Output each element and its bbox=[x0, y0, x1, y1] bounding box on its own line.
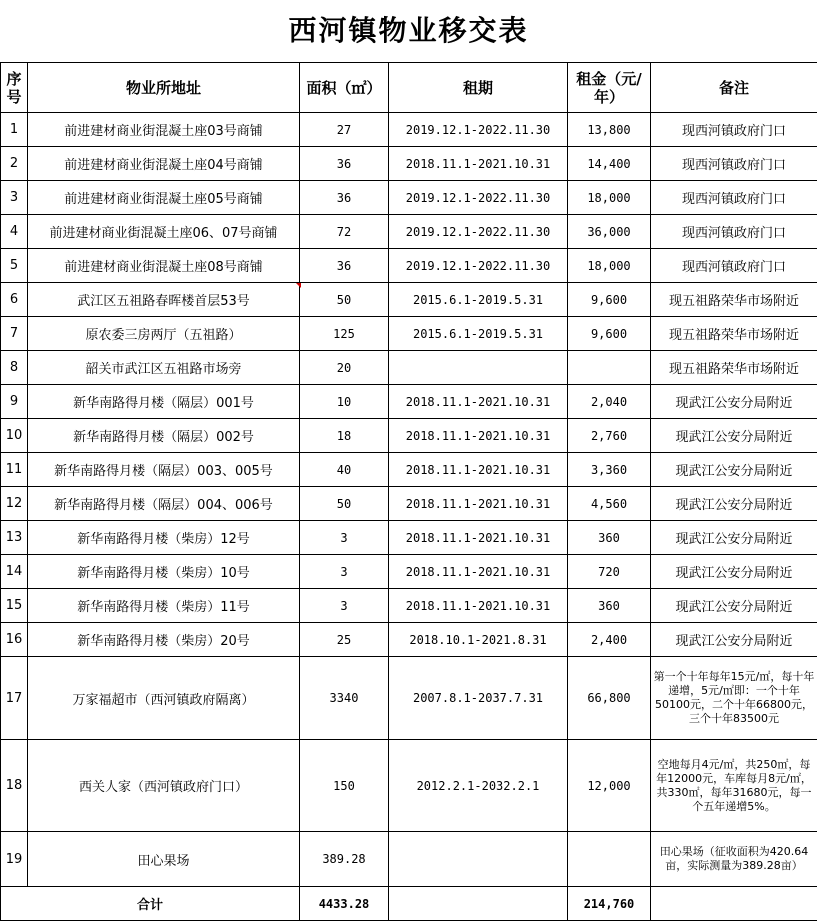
cell-note: 空地每月4元/㎡，共250㎡，每年12000元，车库每月8元/㎡，共330㎡，每年31680元，每一个五年递增5%。 bbox=[651, 740, 817, 832]
cell-rent: 9,600 bbox=[568, 317, 651, 351]
cell-index: 11 bbox=[1, 453, 28, 487]
cell-area: 50 bbox=[300, 283, 389, 317]
cell-rent: 36,000 bbox=[568, 215, 651, 249]
cell-area: 3 bbox=[300, 589, 389, 623]
cell-period bbox=[389, 832, 568, 887]
cell-index: 2 bbox=[1, 147, 28, 181]
cell-period: 2018.11.1-2021.10.31 bbox=[389, 555, 568, 589]
total-row bbox=[1, 887, 817, 921]
cell-note: 现五祖路荣华市场附近 bbox=[651, 351, 817, 385]
cell-note: 现西河镇政府门口 bbox=[651, 181, 817, 215]
cell-period: 2007.8.1-2037.7.31 bbox=[389, 657, 568, 740]
cell-address: 新华南路得月楼（柴房）10号 bbox=[28, 555, 300, 589]
cell-index: 8 bbox=[1, 351, 28, 385]
cell-period bbox=[389, 351, 568, 385]
cell-index: 18 bbox=[1, 740, 28, 832]
total-note bbox=[651, 887, 817, 921]
cell-period: 2018.10.1-2021.8.31 bbox=[389, 623, 568, 657]
cell-area: 36 bbox=[300, 249, 389, 283]
table-row bbox=[1, 351, 817, 385]
total-period bbox=[389, 887, 568, 921]
table-row bbox=[1, 317, 817, 351]
cell-address: 武江区五祖路春晖楼首层53号 bbox=[28, 283, 300, 317]
cell-index: 1 bbox=[1, 113, 28, 147]
cell-address: 前进建材商业街混凝土座03号商铺 bbox=[28, 113, 300, 147]
cell-note: 现五祖路荣华市场附近 bbox=[651, 283, 817, 317]
cell-rent: 12,000 bbox=[568, 740, 651, 832]
cell-period: 2019.12.1-2022.11.30 bbox=[389, 181, 568, 215]
cell-rent: 2,760 bbox=[568, 419, 651, 453]
cell-note: 现武江公安分局附近 bbox=[651, 589, 817, 623]
cell-area: 3 bbox=[300, 521, 389, 555]
cell-area: 389.28 bbox=[300, 832, 389, 887]
cell-note: 第一个十年每年15元/㎡，每十年递增，5元/㎡即：一个十年50100元，二个十年66800元，三个十年83500元 bbox=[651, 657, 817, 740]
cell-address: 西关人家（西河镇政府门口） bbox=[28, 740, 300, 832]
cell-index: 14 bbox=[1, 555, 28, 589]
cell-rent: 18,000 bbox=[568, 249, 651, 283]
cell-area: 36 bbox=[300, 147, 389, 181]
cell-period: 2018.11.1-2021.10.31 bbox=[389, 453, 568, 487]
cell-index: 19 bbox=[1, 832, 28, 887]
cell-rent: 66,800 bbox=[568, 657, 651, 740]
cell-address: 新华南路得月楼（隔层）001号 bbox=[28, 385, 300, 419]
header-address: 物业所地址 bbox=[28, 63, 300, 113]
cell-area: 25 bbox=[300, 623, 389, 657]
cell-note: 现西河镇政府门口 bbox=[651, 113, 817, 147]
table-row bbox=[1, 215, 817, 249]
cell-note: 现武江公安分局附近 bbox=[651, 487, 817, 521]
cell-period: 2019.12.1-2022.11.30 bbox=[389, 249, 568, 283]
cell-rent: 2,040 bbox=[568, 385, 651, 419]
cell-index: 16 bbox=[1, 623, 28, 657]
cell-note: 现西河镇政府门口 bbox=[651, 147, 817, 181]
cell-period: 2015.6.1-2019.5.31 bbox=[389, 283, 568, 317]
cell-index: 10 bbox=[1, 419, 28, 453]
header-period: 租期 bbox=[389, 63, 568, 113]
cell-note: 现武江公安分局附近 bbox=[651, 419, 817, 453]
table-row bbox=[1, 147, 817, 181]
cell-address: 田心果场 bbox=[28, 832, 300, 887]
cell-index: 13 bbox=[1, 521, 28, 555]
header-index: 序号 bbox=[1, 63, 28, 113]
cell-period: 2019.12.1-2022.11.30 bbox=[389, 215, 568, 249]
cell-area: 36 bbox=[300, 181, 389, 215]
cell-rent: 4,560 bbox=[568, 487, 651, 521]
cell-area: 18 bbox=[300, 419, 389, 453]
cell-rent: 18,000 bbox=[568, 181, 651, 215]
cell-index: 15 bbox=[1, 589, 28, 623]
total-rent: 214,760 bbox=[568, 887, 651, 921]
cell-address: 万家福超市（西河镇政府隔离） bbox=[28, 657, 300, 740]
cell-address: 新华南路得月楼（隔层）004、006号 bbox=[28, 487, 300, 521]
cell-index: 17 bbox=[1, 657, 28, 740]
table-row bbox=[1, 113, 817, 147]
comment-marker bbox=[296, 283, 301, 288]
cell-note: 现西河镇政府门口 bbox=[651, 249, 817, 283]
cell-area: 150 bbox=[300, 740, 389, 832]
table-row bbox=[1, 832, 817, 887]
cell-note: 现武江公安分局附近 bbox=[651, 555, 817, 589]
cell-index: 4 bbox=[1, 215, 28, 249]
cell-address: 前进建材商业街混凝土座04号商铺 bbox=[28, 147, 300, 181]
total-label: 合计 bbox=[1, 887, 300, 921]
cell-note: 现五祖路荣华市场附近 bbox=[651, 317, 817, 351]
cell-note: 田心果场（征收面积为420.64亩，实际测量为389.28亩） bbox=[651, 832, 817, 887]
cell-address: 原农委三房两厅（五祖路） bbox=[28, 317, 300, 351]
cell-note: 现西河镇政府门口 bbox=[651, 215, 817, 249]
cell-area: 125 bbox=[300, 317, 389, 351]
header-rent: 租金（元/年） bbox=[568, 63, 651, 113]
cell-period: 2018.11.1-2021.10.31 bbox=[389, 589, 568, 623]
cell-address: 前进建材商业街混凝土座08号商铺 bbox=[28, 249, 300, 283]
cell-period: 2018.11.1-2021.10.31 bbox=[389, 385, 568, 419]
cell-area: 72 bbox=[300, 215, 389, 249]
cell-area: 20 bbox=[300, 351, 389, 385]
cell-rent: 720 bbox=[568, 555, 651, 589]
cell-area: 40 bbox=[300, 453, 389, 487]
cell-period: 2012.2.1-2032.2.1 bbox=[389, 740, 568, 832]
table-row bbox=[1, 419, 817, 453]
cell-rent bbox=[568, 351, 651, 385]
property-table bbox=[0, 62, 817, 921]
cell-rent: 13,800 bbox=[568, 113, 651, 147]
table-row bbox=[1, 487, 817, 521]
cell-area: 10 bbox=[300, 385, 389, 419]
table-row bbox=[1, 385, 817, 419]
table-row bbox=[1, 657, 817, 740]
table-row bbox=[1, 453, 817, 487]
total-area: 4433.28 bbox=[300, 887, 389, 921]
cell-note: 现武江公安分局附近 bbox=[651, 453, 817, 487]
table-header bbox=[1, 63, 817, 113]
cell-index: 3 bbox=[1, 181, 28, 215]
cell-address: 新华南路得月楼（柴房）20号 bbox=[28, 623, 300, 657]
cell-rent: 14,400 bbox=[568, 147, 651, 181]
table-row bbox=[1, 249, 817, 283]
cell-address: 新华南路得月楼（隔层）002号 bbox=[28, 419, 300, 453]
cell-rent: 9,600 bbox=[568, 283, 651, 317]
cell-rent: 360 bbox=[568, 521, 651, 555]
cell-note: 现武江公安分局附近 bbox=[651, 623, 817, 657]
header-area: 面积（㎡） bbox=[300, 63, 389, 113]
table-row bbox=[1, 283, 817, 317]
header-note: 备注 bbox=[651, 63, 817, 113]
cell-index: 12 bbox=[1, 487, 28, 521]
cell-area: 27 bbox=[300, 113, 389, 147]
cell-address: 新华南路得月楼（柴房）12号 bbox=[28, 521, 300, 555]
table-row bbox=[1, 555, 817, 589]
cell-index: 9 bbox=[1, 385, 28, 419]
table-row bbox=[1, 623, 817, 657]
cell-address: 新华南路得月楼（隔层）003、005号 bbox=[28, 453, 300, 487]
cell-area: 3 bbox=[300, 555, 389, 589]
cell-period: 2018.11.1-2021.10.31 bbox=[389, 147, 568, 181]
cell-period: 2018.11.1-2021.10.31 bbox=[389, 487, 568, 521]
cell-index: 6 bbox=[1, 283, 28, 317]
cell-rent: 360 bbox=[568, 589, 651, 623]
cell-period: 2015.6.1-2019.5.31 bbox=[389, 317, 568, 351]
page-title: 西河镇物业移交表 bbox=[0, 0, 817, 62]
cell-area: 50 bbox=[300, 487, 389, 521]
cell-index: 5 bbox=[1, 249, 28, 283]
table-row bbox=[1, 740, 817, 832]
cell-period: 2019.12.1-2022.11.30 bbox=[389, 113, 568, 147]
table-row bbox=[1, 521, 817, 555]
cell-address: 韶关市武江区五祖路市场旁 bbox=[28, 351, 300, 385]
cell-index: 7 bbox=[1, 317, 28, 351]
cell-rent: 3,360 bbox=[568, 453, 651, 487]
cell-note: 现武江公安分局附近 bbox=[651, 521, 817, 555]
cell-period: 2018.11.1-2021.10.31 bbox=[389, 419, 568, 453]
cell-rent: 2,400 bbox=[568, 623, 651, 657]
cell-address: 新华南路得月楼（柴房）11号 bbox=[28, 589, 300, 623]
cell-rent bbox=[568, 832, 651, 887]
cell-area: 3340 bbox=[300, 657, 389, 740]
cell-address: 前进建材商业街混凝土座06、07号商铺 bbox=[28, 215, 300, 249]
cell-address: 前进建材商业街混凝土座05号商铺 bbox=[28, 181, 300, 215]
table-row bbox=[1, 589, 817, 623]
table-row bbox=[1, 181, 817, 215]
cell-note: 现武江公安分局附近 bbox=[651, 385, 817, 419]
cell-period: 2018.11.1-2021.10.31 bbox=[389, 521, 568, 555]
